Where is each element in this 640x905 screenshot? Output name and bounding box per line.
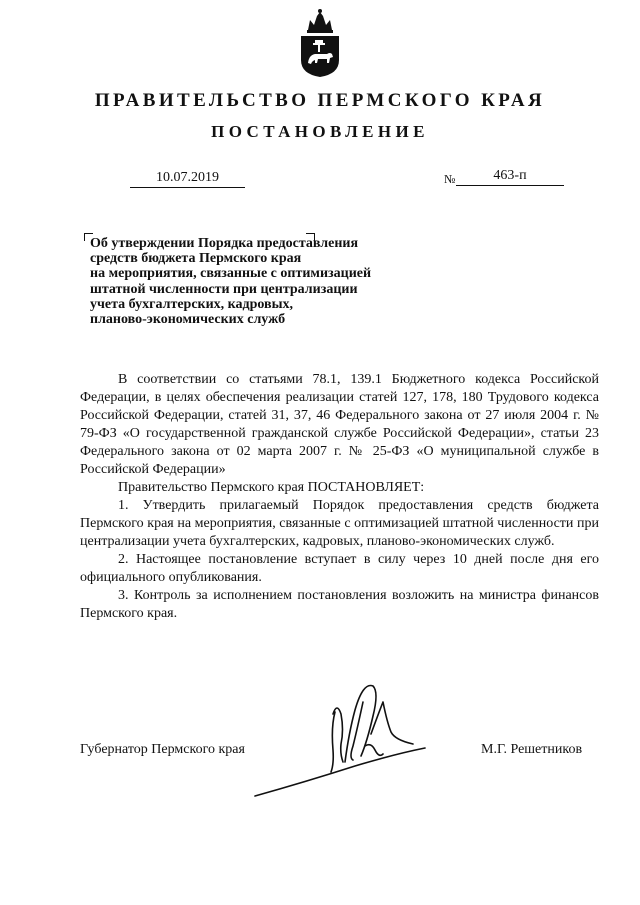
signatory-name: М.Г. Решетников <box>481 742 583 757</box>
clause-1: 1. Утвердить прилагаемый Порядок предоставления средств бюджета Пермского края на мероприятия, связанные с оптимизацией штатной численности при централизации учета бухгалтерских, кадровых, планово-экономических служб. <box>80 498 599 549</box>
signatory-position: Губернатор Пермского края <box>80 742 245 757</box>
clause-3: 3. Контроль за исполнением постановления возложить на министра финансов Пермского края. <box>80 588 599 621</box>
resolution-statement: Правительство Пермского края ПОСТАНОВЛЯЕТ: <box>118 480 425 495</box>
document-body <box>80 371 599 623</box>
handwritten-signature-icon <box>245 672 465 802</box>
subject-line: Об утверждении Порядка предоставления <box>90 236 359 251</box>
clause-2: 2. Настоящее постановление вступает в силу через 10 дней после дня его официального опубликования. <box>80 552 599 585</box>
document-type: ПОСТАНОВЛЕНИЕ <box>211 122 429 141</box>
subject-line: учета бухгалтерских, кадровых, <box>90 296 294 312</box>
subject-line: средств бюджета Пермского края <box>90 251 302 267</box>
coat-of-arms-icon <box>299 8 341 78</box>
subject-line: на мероприятия, связанные с оптимизацией <box>90 266 372 282</box>
document-date: 10.07.2019 <box>130 170 245 188</box>
preamble-paragraph: В соответствии со статьями 78.1, 139.1 Бюджетного кодекса Российской Федерации, в целях обеспечения реализации статей 127, 178, 180 Трудового кодекса Российской Федерации, статей 31, 37, 46 Федерального закона от 27 июля 2004 г. № 79-ФЗ «О государственной гражданской службе Российской Федерации», статьи 23 Федерального закона от 02 марта 2007 г. № 25-ФЗ «О муниципальной службе в Российской Федерации» <box>80 372 599 477</box>
document-number: 463-п <box>456 168 564 186</box>
subject-line: штатной численности при централизации <box>90 281 358 297</box>
number-sign: № <box>444 172 456 186</box>
subject-block <box>90 236 420 327</box>
government-title: ПРАВИТЕЛЬСТВО ПЕРМСКОГО КРАЯ <box>94 90 546 111</box>
subject-line: планово-экономических служб <box>90 312 286 328</box>
